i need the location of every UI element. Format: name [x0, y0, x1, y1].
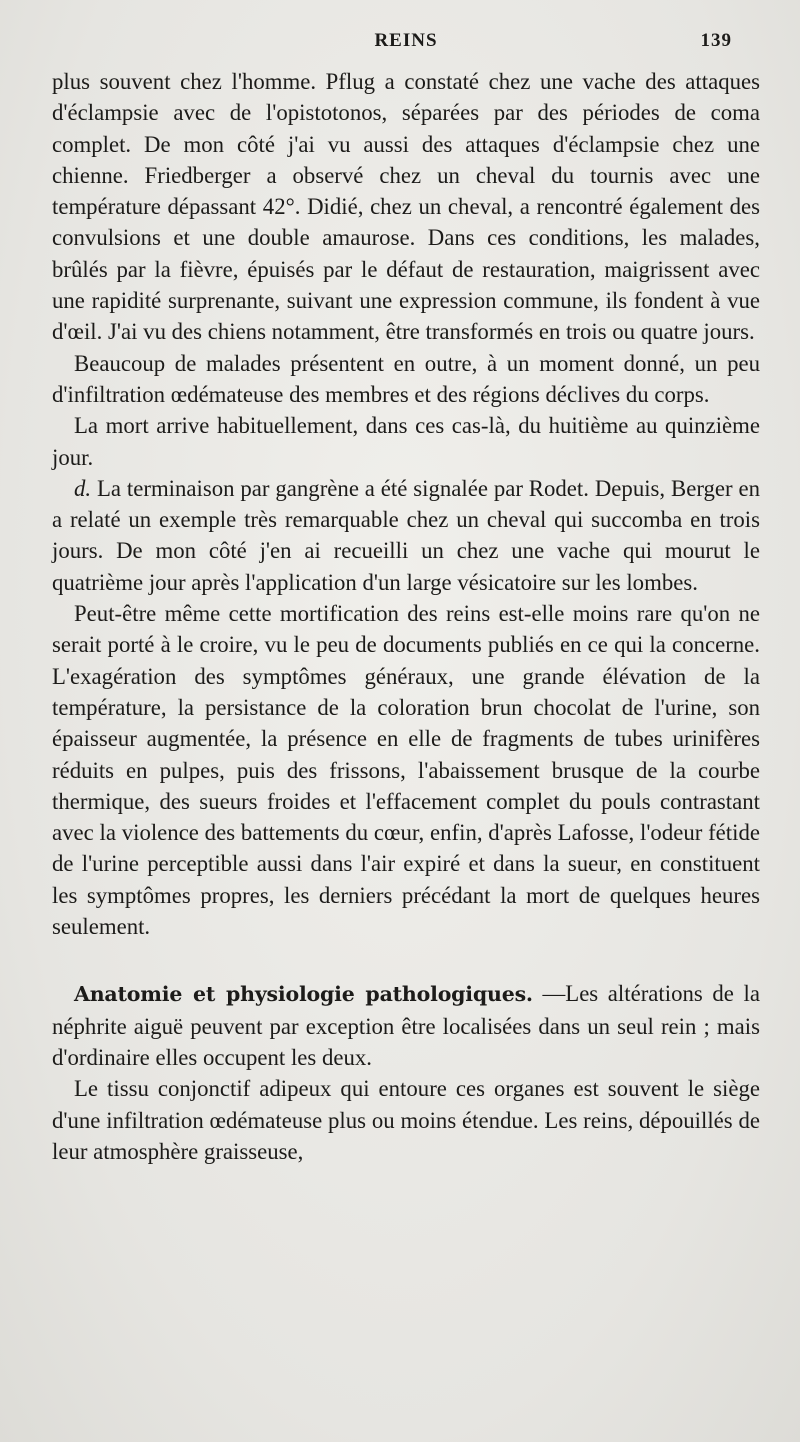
- section-heading: Anatomie et physiologie pathologiques.: [74, 982, 533, 1007]
- page-number: 139: [700, 30, 732, 51]
- list-marker: d.: [74, 475, 92, 501]
- paragraph: [52, 473, 760, 598]
- body-text: [52, 66, 760, 1167]
- paragraph: Le tissu conjonctif adipeux qui entoure ces organes est souvent le siège d'une infiltration œdémateuse plus ou moins étendue. Les reins, dépouillés de leur atmosphère graisseuse,: [52, 1076, 760, 1164]
- paragraph: Peut-être même cette mortification des reins est-elle moins rare qu'on ne serait porté à le croire, vu le peu de documents publiés en ce qui la concerne. L'exagération des symptômes généraux, une grande élévation de la température, la persistance de la coloration brun chocolat de l'urine, son épaisseur augmentée, la présence en elle de fragments de tubes urinifères réduits en pulpes, puis des frissons, l'abaissement brusque de la courbe thermique, des sueurs froides et l'effacement complet du pouls contrastant avec la violence des battements du cœur, enfin, d'après Lafosse, l'odeur fétide de l'urine perceptible aussi dans l'air expiré et dans la sueur, en constituent les symptômes propres, les derniers précédant la mort de quelques heures seulement.: [52, 601, 760, 940]
- paragraph: plus souvent chez l'homme. Pflug a constaté chez une vache des attaques d'éclampsie avec de l'opistotonos, séparées par des périodes de coma complet. De mon côté j'ai vu aussi des attaques d'éclampsie chez une chienne. Friedberger a observé chez un cheval du tournis avec une température dépassant 42°. Didié, chez un cheval, a rencontré également des convulsions et une double amaurose. Dans ces conditions, les malades, brûlés par la fièvre, épuisés par le défaut de restauration, maigrissent avec une rapidité surprenante, suivant une expression commune, ils fondent à vue d'œil. J'ai vu des chiens notamment, être transformés en trois ou quatre jours.: [52, 69, 760, 345]
- section-gap: [52, 942, 760, 978]
- paragraph: La mort arrive habituellement, dans ces cas-là, du huitième au quinzième jour.: [52, 413, 760, 470]
- section-lead-text: —Les altérations de la néphrite aiguë peuvent par exception être localisées dans un seul rein ; mais d'ordinaire elles occupent les deux.: [52, 981, 760, 1070]
- running-title: REINS: [374, 30, 438, 51]
- section-lead-paragraph: [52, 978, 760, 1073]
- paragraph-text: La terminaison par gangrène a été signalée par Rodet. Depuis, Berger en a relaté un exemple très remarquable chez un cheval qui succomba en trois jours. De mon côté j'en ai recueilli un chez une vache qui mourut le quatrième jour après l'application d'un large vésicatoire sur les lombes.: [52, 475, 760, 595]
- running-head: [52, 0, 760, 51]
- paragraph: Beaucoup de malades présentent en outre, à un moment donné, un peu d'infiltration œdémateuse des membres et des régions déclives du corps.: [52, 350, 760, 407]
